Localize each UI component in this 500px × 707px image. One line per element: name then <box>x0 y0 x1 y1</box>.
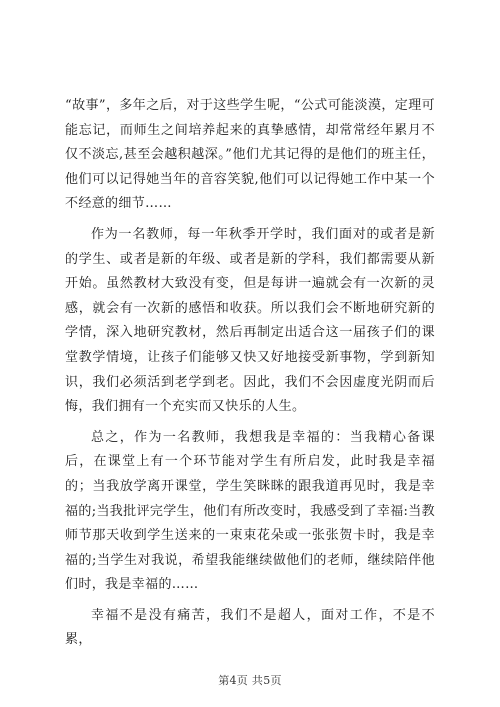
paragraph-3: 总之，作为一名教师，我想我是幸福的：当我精心备课后，在课堂上有一个环节能对学生有所启发，此时我是幸福的；当我放学离开课堂，学生笑眯眯的跟我道再见时，我是幸福的;当我批评完学生，他们有所改变时，我感受到了幸福:当教师节那天收到学生送来的一束束花朵或一张张贺卡时，我是幸福的;当学生对我说，希望我能继续做他们的老师，继续陪伴他们时，我是幸福的…… <box>65 429 435 593</box>
paragraph-2: 作为一名教师，每一年秋季开学时，我们面对的或者是新的学生、或者是新的年级、或者是新的学科，我们都需要从新开始。虽然教材大致没有变，但是每讲一遍就会有一次新的灵感，就会有一次新的感悟和收获。所以我们会不断地研究新的学情，深入地研究教材，然后再制定出适合这一届孩子们的课堂教学情境，让孩子们能够又快又好地接受新事物，学到新知识，我们必须活到老学到老。因此，我们不会因虚度光阴而后悔，我们拥有一个充实而又快乐的人生。 <box>65 226 435 415</box>
body-text <box>65 94 435 653</box>
paragraph-1: “故事”，多年之后，对于这些学生呢，“公式可能淡漠，定理可能忘记，而师生之间培养起来的真挚感情，却常常经年累月不仅不淡忘,甚至会越积越深。”他们尤其记得的是他们的班主任，他们可以记得她当年的音容笑貌,他们可以记得她工作中某一个不经意的细节…… <box>65 98 435 212</box>
paragraph-4: 幸福不是没有痛苦，我们不是超人，面对工作，不是不累， <box>65 607 435 648</box>
page-number-footer: 第4页 共5页 <box>218 674 282 687</box>
